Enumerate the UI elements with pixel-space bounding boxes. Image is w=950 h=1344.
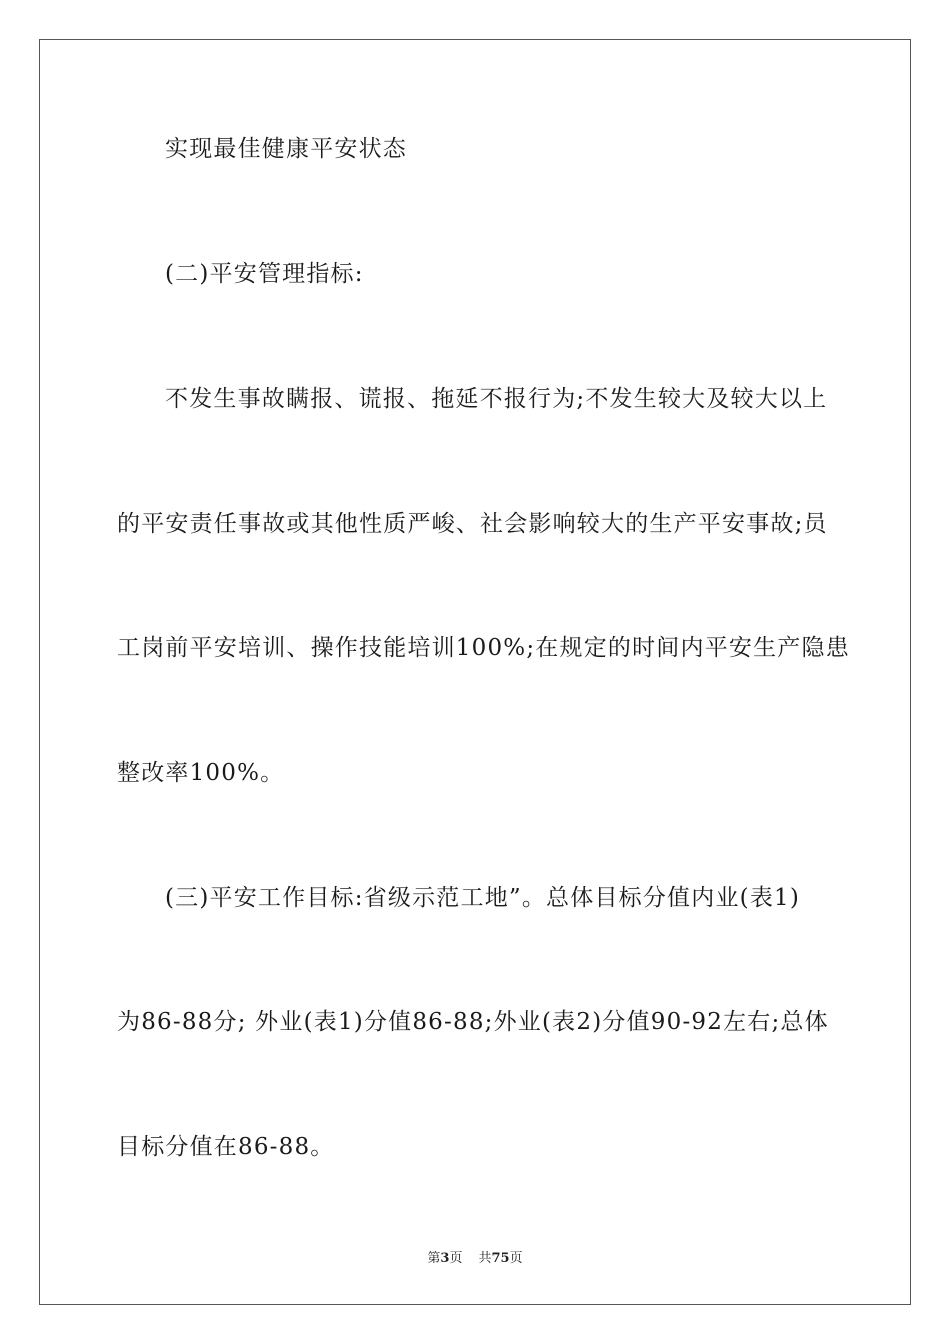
paragraph-line-5: 工岗前平安培训、操作技能培训100%;在规定的时间内平安生产隐患 xyxy=(117,635,850,661)
paragraph-line-4: 的平安责任事故或其他性质严峻、社会影响较大的生产平安事故;员 xyxy=(117,511,828,537)
paragraph-line-6: 整改率100%。 xyxy=(117,760,285,786)
footer-total-prefix: 共 xyxy=(478,1251,492,1266)
paragraph-line-8: 为86-88分; 外业(表1)分值86-88;外业(表2)分值90-92左右;总体 xyxy=(117,1009,829,1035)
page-footer xyxy=(0,1247,950,1266)
page-border xyxy=(39,39,911,1305)
footer-page-prefix: 第 xyxy=(427,1251,441,1266)
paragraph-line-9: 目标分值在86-88。 xyxy=(117,1134,335,1160)
section-heading-2: (二)平安管理指标: xyxy=(165,261,364,287)
section-heading-3: (三)平安工作目标:省级示范工地”。总体目标分值内业(表1) xyxy=(165,885,801,911)
paragraph-line-1: 实现最佳健康平安状态 xyxy=(165,136,407,162)
footer-total-pages: 75 xyxy=(491,1251,510,1266)
footer-page-number: 3 xyxy=(440,1251,450,1266)
footer-page-suffix: 页 xyxy=(449,1251,463,1266)
footer-total-suffix: 页 xyxy=(509,1251,523,1266)
paragraph-line-3: 不发生事故瞒报、谎报、拖延不报行为;不发生较大及较大以上 xyxy=(165,386,828,412)
